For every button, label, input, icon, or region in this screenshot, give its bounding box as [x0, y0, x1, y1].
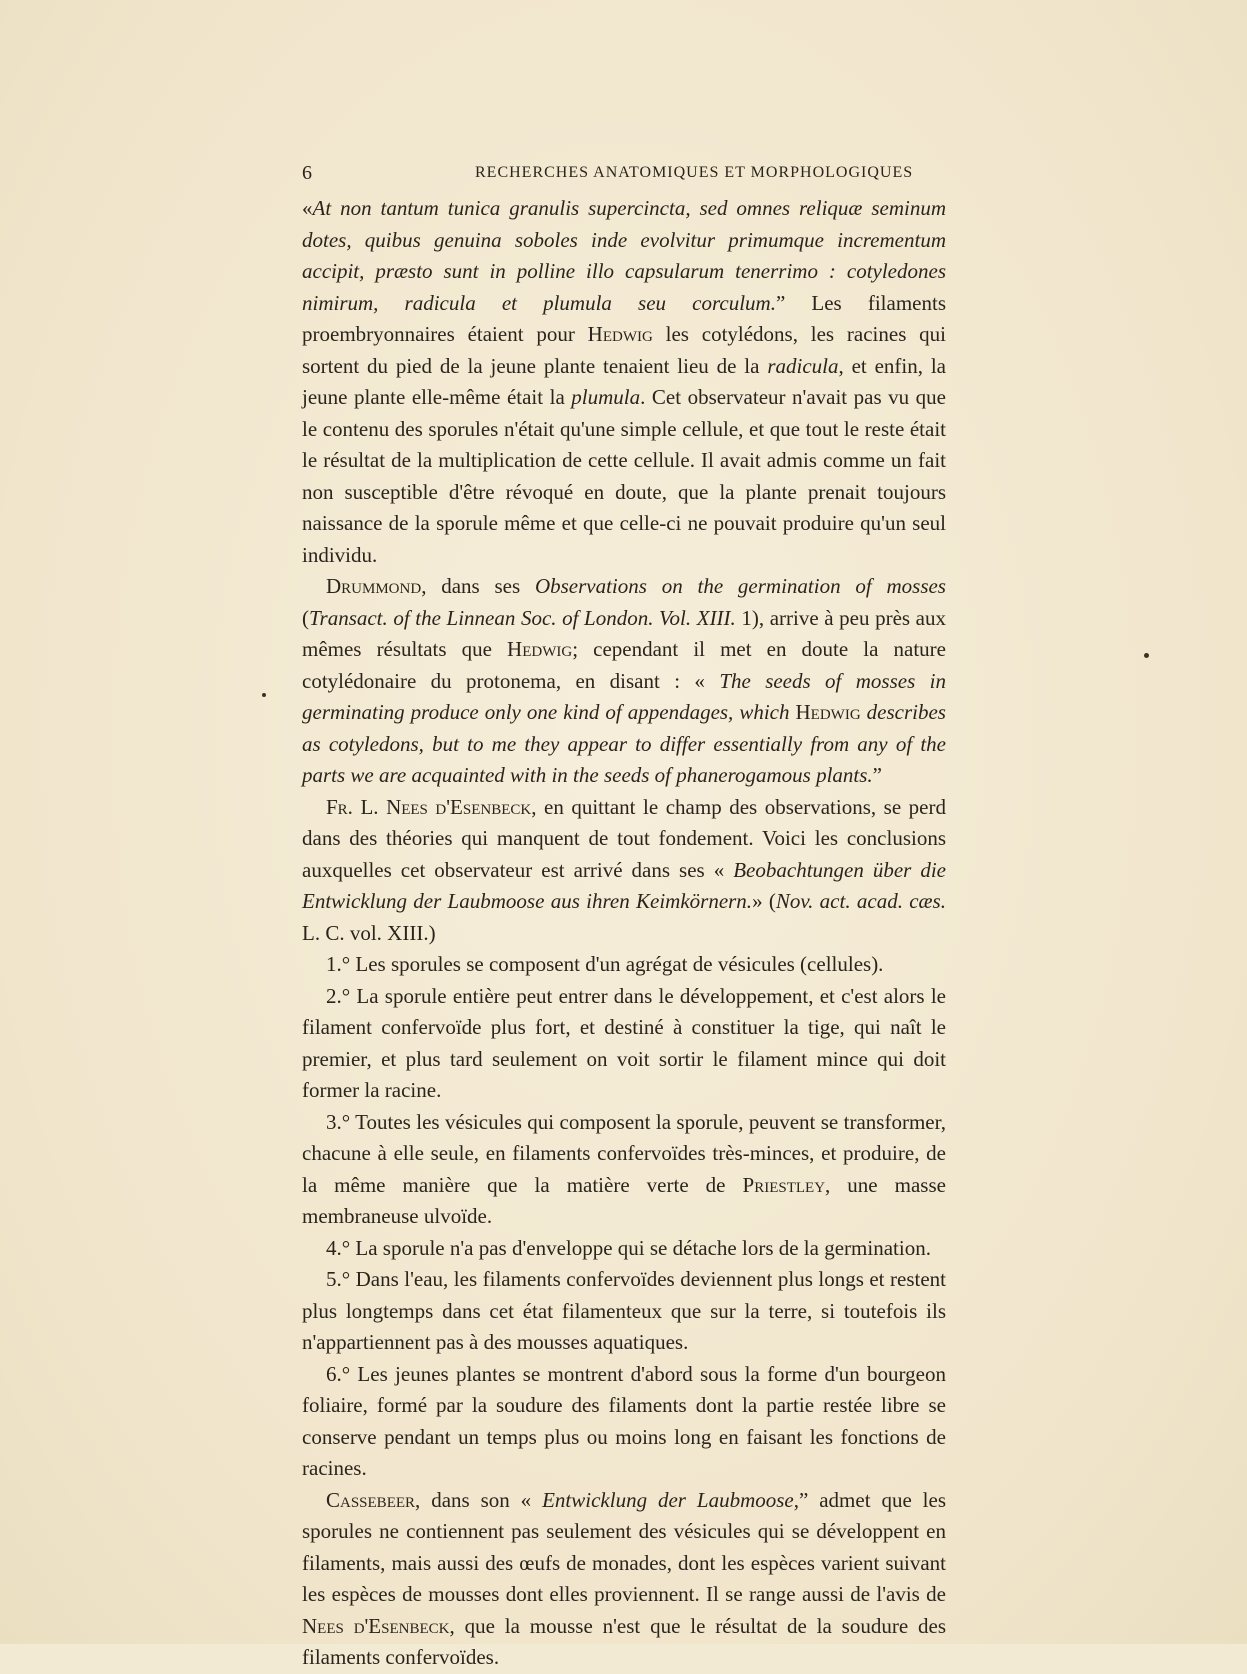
text-run: ”: [872, 763, 882, 787]
page-header: [302, 162, 942, 192]
text-run: , et enfin, la jeune plante elle-même était la: [302, 353, 946, 409]
author-name: Fr. L. Nees d'Esenbeck: [326, 794, 532, 819]
author-name: Drummond: [326, 574, 422, 598]
page-number: 6: [302, 162, 313, 184]
text-run: 1.° Les sporules se composent d'un agrégat de vésicules (cellules).: [326, 952, 884, 976]
italic-text: Nov. act. acad. cæs.: [775, 889, 946, 913]
paragraph: [302, 792, 946, 950]
italic-text: Transact. of the Linnean Soc. of London. Vol. XIII.: [309, 605, 736, 630]
author-name: Cassebeer: [326, 1487, 416, 1512]
text-run: les cotylédons, les racines qui sortent du pied de la jeune plante tenaient lieu de la: [302, 322, 947, 378]
author-name: Nees d'Esenbeck: [302, 1613, 450, 1638]
text-run: 3.° Toutes les vésicules qui composent la sporule, peuvent se transformer, chacune à elle seule, en filaments confervoïdes très-minces, et produire, de la même manière que la matière verte de: [302, 1109, 946, 1197]
numbered-conclusion: [302, 1107, 946, 1233]
text-run: , une masse membraneuse ulvoïde.: [302, 1172, 946, 1228]
italic-text: The seeds of mosses in germinating produce only one kind of appendages, which: [302, 668, 946, 724]
text-run: 4.° La sporule n'a pas d'enveloppe qui se détache lors de la germination.: [326, 1235, 931, 1260]
text-run: . Cet observateur n'avait pas vu que le contenu des sporules n'était qu'une simple cellule, et que tout le reste était le résultat de la multiplication de cette cellule. Il avait admis comme un fait non susceptible d'être révoqué en doute, que la plante prenait toujours naissance de la sporule même et que celle-ci ne pouvait produire qu'un seul individu.: [302, 385, 946, 567]
italic-text: Beobachtungen über die Entwicklung der Laubmoose aus ihren Keimkörnern.: [302, 857, 946, 913]
text-run: ” Les filaments proembryonnaires étaient pour: [302, 290, 946, 346]
text-run: 5.° Dans l'eau, les filaments confervoïdes deviennent plus longs et restent plus longtemps dans cet état filamenteux que sur la terre, si toutefois ils n'appartiennent pas à des mousses aquatiques.: [302, 1267, 946, 1354]
paragraph: [302, 1485, 946, 1674]
text-run: , que la mousse n'est que le résultat de la soudure des filaments confervoïdes.: [302, 1613, 946, 1669]
author-name: Priestley: [742, 1172, 826, 1197]
text-run: , dans ses: [421, 574, 535, 598]
numbered-conclusion: [302, 1264, 946, 1359]
text-run: 1), arrive à peu près aux mêmes résultats que: [302, 605, 946, 661]
numbered-conclusion: [302, 1359, 946, 1485]
body-text: [302, 193, 946, 1674]
author-name: Hedwig: [795, 700, 861, 724]
italic-text: radicula: [767, 353, 839, 378]
author-name: Hedwig: [507, 637, 573, 661]
text-run: 2.° La sporule entière peut entrer dans le développement, et c'est alors le filament confervoïde plus fort, et destiné à constituer la tige, qui naît le premier, et plus tard seulement on voit sortir le filament mince qui doit former la racine.: [302, 983, 946, 1102]
italic-text: Observations on the germination of mosses: [534, 574, 946, 598]
author-name: Hedwig: [587, 322, 653, 346]
paragraph: [302, 193, 946, 571]
italic-text: plumula: [571, 385, 641, 409]
numbered-conclusion: [302, 1233, 946, 1265]
text-run: , dans son «: [415, 1487, 543, 1512]
running-title: RECHERCHES ANATOMIQUES ET MORPHOLOGIQUES: [475, 164, 914, 181]
italic-text: Entwicklung der Laubmoose: [542, 1487, 794, 1512]
text-run: L. C. vol. XIII.): [302, 920, 436, 945]
text-run: «: [302, 196, 313, 220]
ink-speck: [262, 693, 266, 697]
text-run: 6.° Les jeunes plantes se montrent d'abord sous la forme d'un bourgeon foliaire, formé par la soudure des filaments dont la partie restée libre se conserve pendant un temps plus ou moins long en faisant les fonctions de racines.: [302, 1361, 946, 1480]
text-run: (: [302, 605, 309, 630]
italic-text: At non tantum tunica granulis supercincta, sed omnes reliquæ seminum dotes, quibus genuina soboles inde evolvitur primumque incrementum accipit, præsto sunt in polline illo capsularum tenerrimo : cotyledones nimirum, radicula et plumula seu corculum.: [302, 196, 946, 315]
numbered-conclusion: [302, 981, 946, 1107]
numbered-conclusion: [302, 949, 946, 981]
paragraph: [302, 571, 946, 792]
ink-speck: [1144, 653, 1149, 658]
text-run: » (: [752, 889, 776, 913]
text-run: ,” admet que les sporules ne contiennent pas seulement des vésicules qui se développent en filaments, mais aussi des œufs de monades, dont les espèces varient suivant les espèces de mousses dont elles proviennent. Il se range aussi de l'avis de: [302, 1487, 946, 1606]
text-run: , en quittant le champ des observations, se perd dans des théories qui manquent de tout fondement. Voici les conclusions auxquelles cet observateur est arrivé dans ses «: [302, 794, 946, 882]
italic-text: describes as cotyledons, but to me they appear to differ essentially from any of the parts we are acquainted with in the seeds of phanerogamous plants.: [302, 700, 946, 787]
text-run: ; cependant il met en doute la nature cotylédonaire du protonema, en disant : «: [302, 637, 946, 693]
